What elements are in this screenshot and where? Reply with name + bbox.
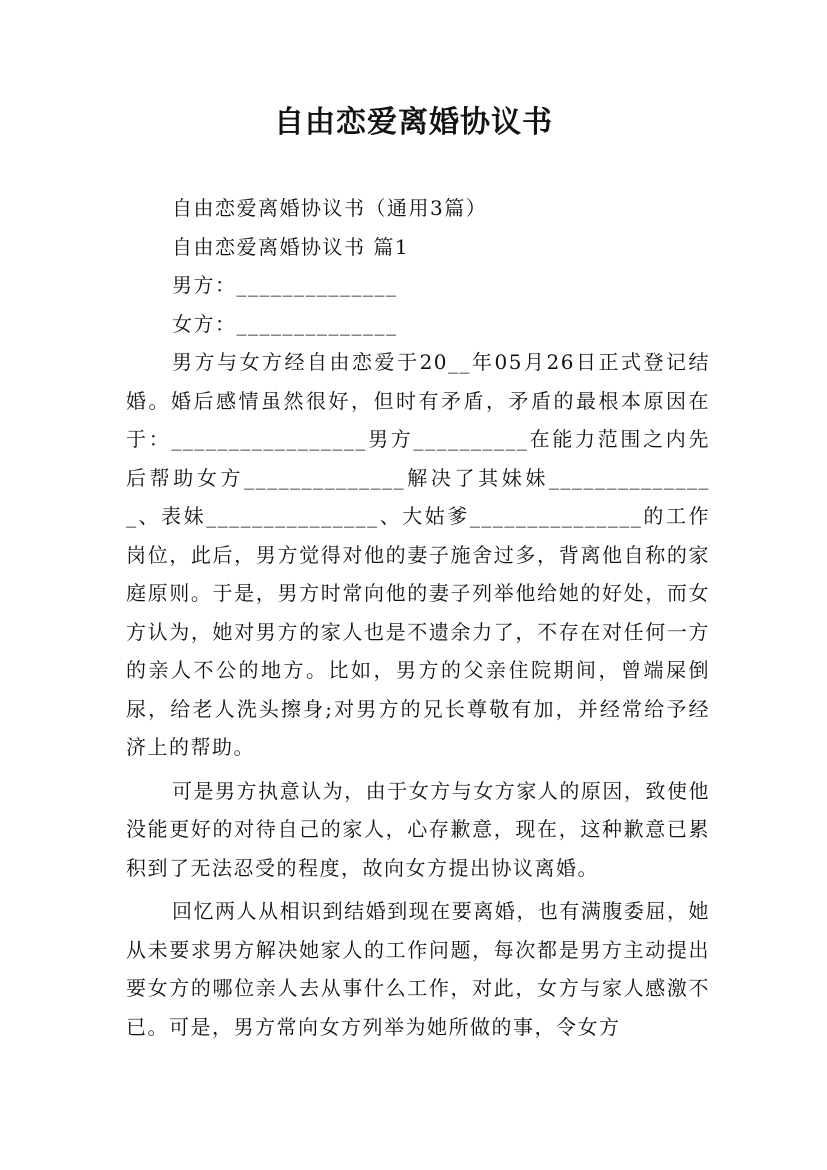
heading-part-1: 自由恋爱离婚协议书 篇1 — [172, 234, 410, 259]
document-body — [126, 189, 710, 1046]
female-party-field: 女方：______________ — [172, 311, 398, 336]
male-party-field: 男方：______________ — [172, 273, 398, 297]
paragraph-2: 可是男方执意认为，由于女方与女方家人的原因，致使他没能更好的对待自己的家人，心存歉意，现在，这种歉意已累积到了无法忍受的程度，故向女方提出协议离婚。 — [126, 778, 710, 880]
paragraph-3: 回忆两人从相识到结婚到现在要离婚，也有满腹委屈，她从未要求男方解决她家人的工作问题，每次都是男方主动提出要女方的哪位亲人去从事什么工作，对此，女方与家人感激不已。可是，男方常向女方列举为她所做的事，令女方 — [126, 899, 710, 1039]
document-title: 自由恋爱离婚协议书 — [274, 105, 553, 140]
heading-general: 自由恋爱离婚协议书（通用3篇） — [172, 196, 488, 220]
paragraph-1: 男方与女方经自由恋爱于20__年05月26日正式登记结婚。婚后感情虽然很好，但时有矛盾，矛盾的最根本原因在于：_________________男方__________在能力范围之内先后帮助女方______________解决了其妹妹_______________、表妹_______________、大姑爹_______________的工作岗位，此后，男方觉得对他的妻子施舍过多，背离他自称的家庭原则。于是，男方时常向他的妻子列举他给她的好处，而女方认为，她对男方的家人也是不遗余力了，不存在对任何一方的亲人不公的地方。比如，男方的父亲住院期间，曾端屎倒尿，给老人洗头擦身;对男方的兄长尊敬有加，并经常给予经济上的帮助。 — [126, 350, 710, 759]
